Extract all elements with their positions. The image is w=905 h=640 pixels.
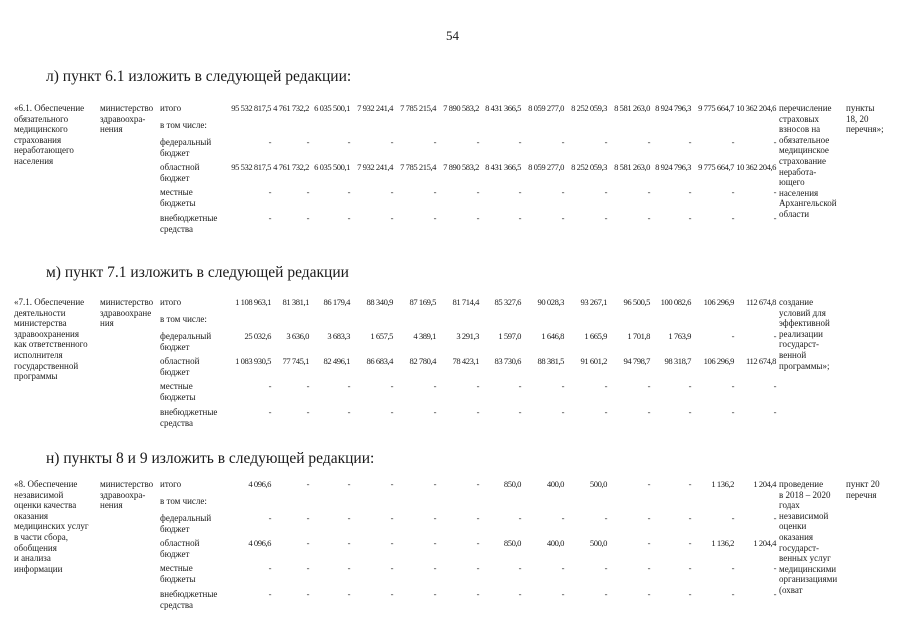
amount-cell: - — [347, 213, 350, 223]
amount-cell: 3 291,3 — [456, 331, 479, 341]
amount-cell: - — [268, 137, 271, 147]
amount-cell: - — [476, 407, 479, 417]
measure-name-cell: «8. Обеспечение независимой оценки качества оказания медицинских услуг в части сбора, обобщения и анализа информации — [14, 479, 89, 574]
funding-source-label: местные бюджеты — [160, 563, 196, 584]
amount-cell: - — [268, 187, 271, 197]
amount-cell: 90 028,3 — [537, 297, 564, 307]
amount-cell: 7 932 241,4 — [357, 162, 393, 172]
amount-cell: 1 763,9 — [668, 331, 691, 341]
amount-cell: - — [347, 187, 350, 197]
amount-cell: 95 532 817,5 — [231, 162, 271, 172]
amount-cell: 1 136,2 — [711, 538, 734, 548]
amount-cell: 1 646,8 — [541, 331, 564, 341]
amount-cell: 3 636,0 — [286, 331, 309, 341]
amount-cell: - — [268, 213, 271, 223]
funding-source-label: внебюджетные средства — [160, 407, 218, 428]
amount-cell: 87 169,5 — [409, 297, 436, 307]
funding-source-label: в том числе: — [160, 314, 207, 324]
amount-cell: - — [688, 563, 691, 573]
amount-cell: - — [604, 137, 607, 147]
amount-cell: - — [731, 213, 734, 223]
amount-cell: - — [476, 213, 479, 223]
amount-cell: - — [390, 381, 393, 391]
amount-cell: - — [561, 381, 564, 391]
funding-source-label: федеральный бюджет — [160, 331, 212, 352]
amount-cell: 1 083 930,5 — [235, 356, 271, 366]
amount-cell: - — [476, 563, 479, 573]
funding-source-label: областной бюджет — [160, 162, 200, 183]
amount-cell: - — [688, 137, 691, 147]
amount-cell: 1 204,4 — [753, 479, 776, 489]
amount-cell: - — [268, 381, 271, 391]
amount-cell: 9 775 664,7 — [698, 162, 734, 172]
note-cell: пункты 18, 20 перечня»; — [846, 103, 884, 135]
amount-cell: 7 785 215,4 — [400, 162, 436, 172]
amount-cell: 7 890 583,2 — [443, 162, 479, 172]
amount-cell: - — [688, 187, 691, 197]
amount-cell: - — [647, 407, 650, 417]
funding-source-label: местные бюджеты — [160, 381, 196, 402]
amount-cell: - — [390, 187, 393, 197]
amount-cell: - — [647, 513, 650, 523]
funding-source-label: местные бюджеты — [160, 187, 196, 208]
amount-cell: - — [433, 538, 436, 548]
amount-cell: - — [390, 563, 393, 573]
amount-cell: - — [773, 589, 776, 599]
amount-cell: - — [773, 407, 776, 417]
amount-cell: - — [390, 538, 393, 548]
amount-cell: 25 032,6 — [244, 331, 271, 341]
amount-cell: - — [476, 479, 479, 489]
section-heading: л) пункт 6.1 изложить в следующей редакции: — [46, 68, 352, 85]
funding-source-label: в том числе: — [160, 120, 207, 130]
amount-cell: - — [688, 538, 691, 548]
amount-cell: 1 665,9 — [584, 331, 607, 341]
amount-cell: 8 252 059,3 — [571, 103, 607, 113]
amount-cell: 400,0 — [546, 538, 564, 548]
measure-name-cell: «7.1. Обеспечение деятельности министерства здравоохранения как ответственного исполнителя государственной программы — [14, 297, 88, 382]
amount-cell: 106 296,9 — [703, 297, 734, 307]
funding-source-label: внебюджетные средства — [160, 213, 218, 234]
amount-cell: - — [773, 563, 776, 573]
amount-cell: 94 798,7 — [623, 356, 650, 366]
amount-cell: - — [561, 407, 564, 417]
amount-cell: - — [476, 381, 479, 391]
amount-cell: - — [347, 137, 350, 147]
amount-cell: - — [731, 513, 734, 523]
amount-cell: 500,0 — [589, 479, 607, 489]
amount-cell: 91 601,2 — [580, 356, 607, 366]
amount-cell: 106 296,9 — [703, 356, 734, 366]
amount-cell: - — [731, 407, 734, 417]
amount-cell: - — [561, 213, 564, 223]
amount-cell: 850,0 — [503, 479, 521, 489]
amount-cell: 10 362 204,6 — [736, 162, 776, 172]
amount-cell: - — [647, 213, 650, 223]
amount-cell: 95 532 817,5 — [231, 103, 271, 113]
amount-cell: - — [433, 381, 436, 391]
amount-cell: - — [731, 187, 734, 197]
amount-cell: 1 701,8 — [627, 331, 650, 341]
amount-cell: - — [347, 479, 350, 489]
section-heading: м) пункт 7.1 изложить в следующей редакции — [46, 264, 349, 281]
amount-cell: - — [433, 187, 436, 197]
amount-cell: - — [518, 187, 521, 197]
amount-cell: 1 597,0 — [498, 331, 521, 341]
amount-cell: 8 924 796,3 — [655, 103, 691, 113]
amount-cell: 86 683,4 — [366, 356, 393, 366]
amount-cell: - — [731, 381, 734, 391]
amount-cell: - — [476, 513, 479, 523]
amount-cell: 8 581 263,0 — [614, 162, 650, 172]
amount-cell: - — [476, 137, 479, 147]
amount-cell: 4 389,1 — [413, 331, 436, 341]
amount-cell: - — [306, 589, 309, 599]
amount-cell: - — [433, 137, 436, 147]
amount-cell: - — [433, 407, 436, 417]
amount-cell: - — [433, 513, 436, 523]
amount-cell: - — [306, 137, 309, 147]
amount-cell: - — [731, 137, 734, 147]
amount-cell: 100 082,6 — [660, 297, 691, 307]
amount-cell: 112 674,8 — [745, 297, 776, 307]
amount-cell: 1 108 963,1 — [235, 297, 271, 307]
amount-cell: - — [268, 563, 271, 573]
amount-cell: - — [433, 589, 436, 599]
amount-cell: - — [433, 563, 436, 573]
amount-cell: - — [688, 407, 691, 417]
amount-cell: 8 431 366,5 — [485, 103, 521, 113]
amount-cell: 112 674,8 — [745, 356, 776, 366]
amount-cell: - — [268, 589, 271, 599]
funding-source-label: федеральный бюджет — [160, 513, 212, 534]
amount-cell: - — [731, 563, 734, 573]
amount-cell: - — [604, 407, 607, 417]
amount-cell: - — [604, 213, 607, 223]
amount-cell: - — [688, 513, 691, 523]
amount-cell: 83 730,6 — [494, 356, 521, 366]
amount-cell: 4 096,6 — [248, 479, 271, 489]
amount-cell: - — [773, 513, 776, 523]
amount-cell: - — [518, 137, 521, 147]
amount-cell: - — [731, 331, 734, 341]
amount-cell: - — [773, 187, 776, 197]
amount-cell: - — [604, 563, 607, 573]
amount-cell: 78 423,1 — [452, 356, 479, 366]
amount-cell: - — [433, 213, 436, 223]
page-number: 54 — [446, 28, 459, 43]
amount-cell: - — [518, 213, 521, 223]
amount-cell: 1 204,4 — [753, 538, 776, 548]
amount-cell: - — [518, 407, 521, 417]
funding-source-label: внебюджетные средства — [160, 589, 218, 610]
funding-source-label: областной бюджет — [160, 356, 200, 377]
result-cell: проведение в 2018 – 2020 годах независимой оценки оказания государст- венных услуг медицинскими организациями (охват — [779, 479, 838, 595]
amount-cell: 81 714,4 — [452, 297, 479, 307]
amount-cell: 86 179,4 — [323, 297, 350, 307]
amount-cell: - — [347, 538, 350, 548]
amount-cell: - — [731, 589, 734, 599]
amount-cell: 7 932 241,4 — [357, 103, 393, 113]
amount-cell: - — [604, 589, 607, 599]
amount-cell: 88 340,9 — [366, 297, 393, 307]
funding-source-label: областной бюджет — [160, 538, 200, 559]
amount-cell: - — [518, 589, 521, 599]
result-cell: создание условий для эффективной реализации государст- венной программы»; — [779, 297, 830, 371]
amount-cell: - — [347, 381, 350, 391]
amount-cell: - — [433, 479, 436, 489]
amount-cell: - — [306, 479, 309, 489]
amount-cell: - — [688, 213, 691, 223]
amount-cell: 500,0 — [589, 538, 607, 548]
amount-cell: 82 496,1 — [323, 356, 350, 366]
amount-cell: - — [561, 513, 564, 523]
amount-cell: - — [347, 589, 350, 599]
amount-cell: 6 035 500,1 — [314, 103, 350, 113]
amount-cell: - — [347, 563, 350, 573]
amount-cell: - — [390, 213, 393, 223]
amount-cell: 400,0 — [546, 479, 564, 489]
amount-cell: - — [647, 137, 650, 147]
amount-cell: 1 136,2 — [711, 479, 734, 489]
amount-cell: - — [268, 513, 271, 523]
amount-cell: - — [604, 513, 607, 523]
result-cell: перечисление страховых взносов на обязательное медицинское страхование неработа- ющего населения Архангельской области — [779, 103, 837, 219]
amount-cell: - — [561, 563, 564, 573]
amount-cell: - — [306, 187, 309, 197]
amount-cell: 8 059 277,0 — [528, 103, 564, 113]
amount-cell: - — [347, 407, 350, 417]
amount-cell: - — [306, 213, 309, 223]
amount-cell: 82 780,4 — [409, 356, 436, 366]
amount-cell: - — [390, 589, 393, 599]
amount-cell: - — [306, 513, 309, 523]
amount-cell: - — [773, 137, 776, 147]
amount-cell: - — [561, 589, 564, 599]
amount-cell: 81 381,1 — [282, 297, 309, 307]
amount-cell: 8 581 263,0 — [614, 103, 650, 113]
amount-cell: 10 362 204,6 — [736, 103, 776, 113]
amount-cell: - — [647, 187, 650, 197]
amount-cell: - — [476, 538, 479, 548]
amount-cell: - — [306, 538, 309, 548]
amount-cell: - — [688, 479, 691, 489]
amount-cell: 850,0 — [503, 538, 521, 548]
amount-cell: - — [688, 589, 691, 599]
funding-source-label: итого — [160, 103, 182, 113]
amount-cell: - — [561, 137, 564, 147]
amount-cell: 8 431 366,5 — [485, 162, 521, 172]
amount-cell: - — [647, 381, 650, 391]
amount-cell: 88 381,5 — [537, 356, 564, 366]
amount-cell: - — [773, 213, 776, 223]
amount-cell: - — [773, 381, 776, 391]
amount-cell: 1 657,5 — [370, 331, 393, 341]
amount-cell: - — [390, 407, 393, 417]
amount-cell: - — [647, 538, 650, 548]
amount-cell: 4 761 732,2 — [273, 103, 309, 113]
amount-cell: 3 683,3 — [327, 331, 350, 341]
amount-cell: - — [306, 407, 309, 417]
amount-cell: 8 924 796,3 — [655, 162, 691, 172]
amount-cell: 8 059 277,0 — [528, 162, 564, 172]
executor-cell: министерство здравоохране ния — [100, 297, 154, 329]
amount-cell: - — [518, 381, 521, 391]
amount-cell: 4 096,6 — [248, 538, 271, 548]
amount-cell: 8 252 059,3 — [571, 162, 607, 172]
amount-cell: - — [773, 331, 776, 341]
measure-name-cell: «6.1. Обеспечение обязательного медицинского страхования неработающего населения — [14, 103, 85, 166]
amount-cell: 7 785 215,4 — [400, 103, 436, 113]
funding-source-label: в том числе: — [160, 496, 207, 506]
amount-cell: - — [647, 589, 650, 599]
amount-cell: - — [390, 513, 393, 523]
funding-source-label: итого — [160, 479, 182, 489]
funding-source-label: федеральный бюджет — [160, 137, 212, 158]
amount-cell: 85 327,6 — [494, 297, 521, 307]
amount-cell: - — [518, 513, 521, 523]
amount-cell: 98 318,7 — [664, 356, 691, 366]
amount-cell: 7 890 583,2 — [443, 103, 479, 113]
amount-cell: 6 035 500,1 — [314, 162, 350, 172]
amount-cell: - — [306, 563, 309, 573]
amount-cell: - — [476, 589, 479, 599]
note-cell: пункт 20 перечня — [846, 479, 880, 500]
amount-cell: - — [647, 479, 650, 489]
executor-cell: министерство здравоохра- нения — [100, 103, 154, 135]
amount-cell: - — [604, 187, 607, 197]
funding-source-label: итого — [160, 297, 182, 307]
section-heading: н) пункты 8 и 9 изложить в следующей редакции: — [46, 450, 375, 467]
amount-cell: - — [561, 187, 564, 197]
amount-cell: - — [390, 479, 393, 489]
amount-cell: - — [476, 187, 479, 197]
amount-cell: - — [347, 513, 350, 523]
amount-cell: - — [604, 381, 607, 391]
amount-cell: - — [306, 381, 309, 391]
amount-cell: - — [390, 137, 393, 147]
amount-cell: 77 745,1 — [282, 356, 309, 366]
amount-cell: 4 761 732,2 — [273, 162, 309, 172]
amount-cell: 93 267,1 — [580, 297, 607, 307]
amount-cell: - — [518, 563, 521, 573]
executor-cell: министерство здравоохра- нения — [100, 479, 154, 511]
amount-cell: - — [647, 563, 650, 573]
amount-cell: 96 500,5 — [623, 297, 650, 307]
amount-cell: 9 775 664,7 — [698, 103, 734, 113]
amount-cell: - — [268, 407, 271, 417]
amount-cell: - — [688, 381, 691, 391]
